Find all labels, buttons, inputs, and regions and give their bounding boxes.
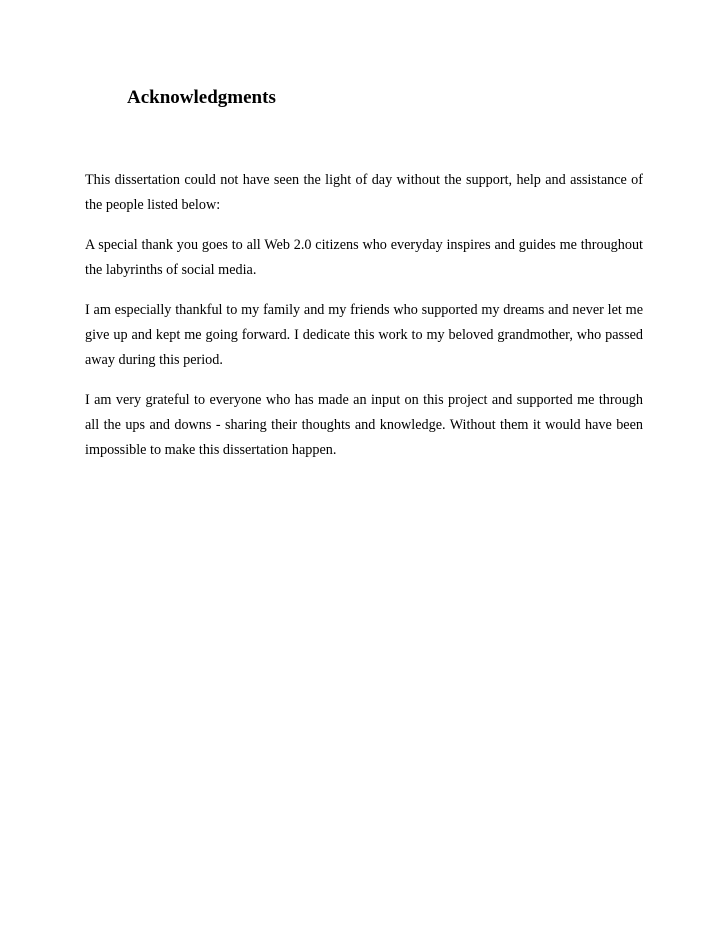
document-body <box>85 168 643 478</box>
page-title: Acknowledgments <box>127 87 276 108</box>
paragraph-family: I am especially thankful to my family and my friends who supported my dreams and never let me give up and kept me going forward. I dedicate this work to my beloved grandmother, who passed away during this period. <box>85 302 643 368</box>
paragraph-intro: This dissertation could not have seen the light of day without the support, help and assistance of the people listed below: <box>85 172 643 213</box>
paragraph-gratitude: I am very grateful to everyone who has made an input on this project and supported me through all the ups and downs - sharing their thoughts and knowledge. Without them it would have been impossible to make this dissertation happen. <box>85 392 643 458</box>
paragraph-web-citizens: A special thank you goes to all Web 2.0 citizens who everyday inspires and guides me throughout the labyrinths of social media. <box>85 237 643 278</box>
